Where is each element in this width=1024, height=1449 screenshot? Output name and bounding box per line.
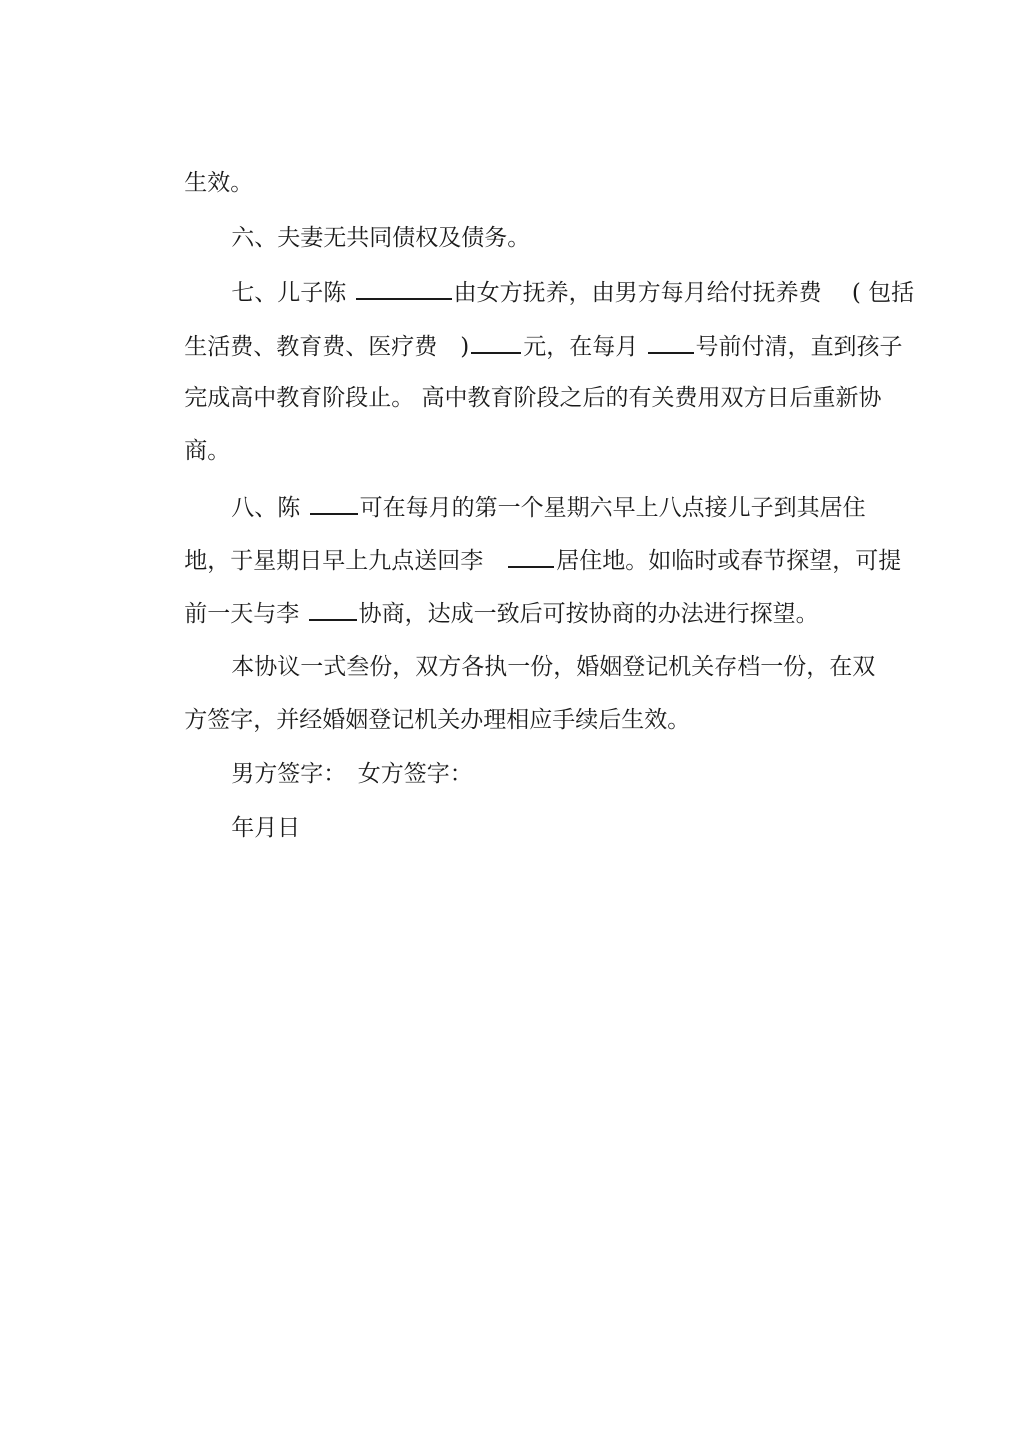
date-line <box>202 783 300 873</box>
line-text: 本协议一式叁份，双方各执一份，婚姻登记机关存档一份，在双 <box>231 654 876 680</box>
fill-blank <box>471 330 521 354</box>
line-text: 由女方抚养，由男方每月给付抚养费 ( 包括 <box>453 280 915 306</box>
line-text: 元，在每月 <box>523 334 646 360</box>
line-text: 八、陈 <box>231 495 308 521</box>
line-text: 方签字，并经婚姻登记机关办理相应手续后生效。 <box>184 707 691 733</box>
line-text: 协商，达成一致后可按协商的办法进行探望。 <box>358 601 819 627</box>
line-text: 可在每月的第一个星期六早上八点接儿子到其居住 <box>359 495 866 521</box>
line-text: 男方签字： 女方签字： <box>231 761 473 787</box>
fill-blank <box>356 276 452 300</box>
fill-blank <box>309 597 357 621</box>
line-text: 年月日 <box>231 815 301 841</box>
line-text: 七、儿子陈 <box>231 280 354 306</box>
paragraph-line <box>155 353 882 443</box>
line-text: 商。 <box>184 438 231 464</box>
line-text: 地，于星期日早上九点送回李 <box>184 548 507 574</box>
line-text: 完成高中教育阶段止。 高中教育阶段之后的有关费用双方日后重新协 <box>184 385 882 411</box>
fill-blank <box>648 330 694 354</box>
fill-blank <box>310 491 358 515</box>
line-text: 前一天与李 <box>184 601 307 627</box>
fill-blank <box>508 544 554 568</box>
line-text: 生效。 <box>184 170 254 196</box>
line-text: 生活费、教育费、医疗费 ) <box>184 334 470 360</box>
line-text: 居住地。如临时或春节探望，可提 <box>556 548 902 574</box>
line-text: 六、夫妻无共同债权及债务。 <box>231 225 531 251</box>
line-text: 号前付清，直到孩子 <box>695 334 903 360</box>
